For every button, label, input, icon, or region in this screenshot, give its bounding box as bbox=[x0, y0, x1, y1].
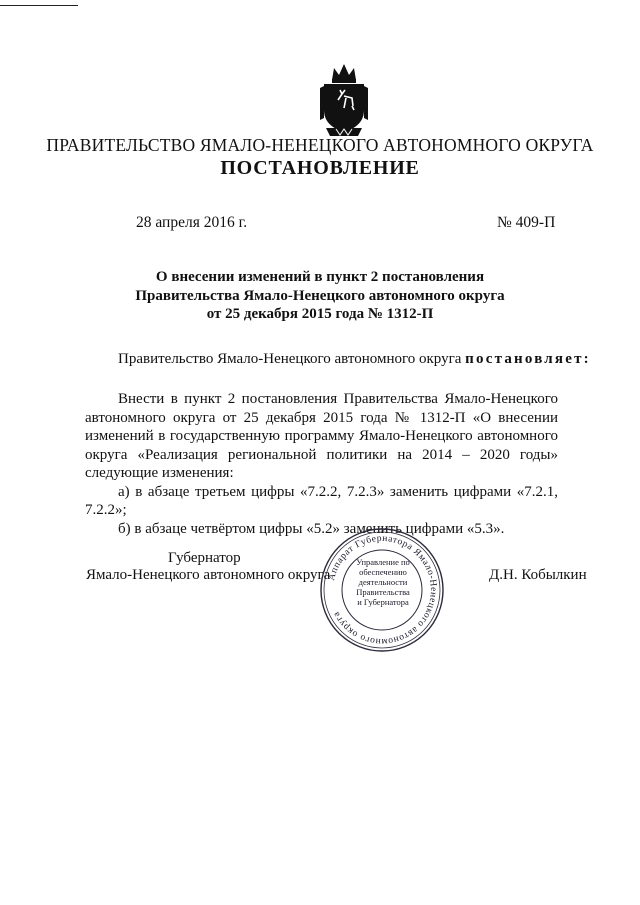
coat-of-arms-emblem bbox=[318, 60, 370, 138]
body-paragraph-intro: Внести в пункт 2 постановления Правительства Ямало-Ненецкого автономного округа от 25 декабря 2015 года № 1312-П «О внесении изменений в государственную программу Ямало-Ненецкого автономного округа «Реализация региональной политики на 2014 – 2020 годы» следующие изменения: bbox=[85, 391, 558, 481]
corner-rule bbox=[0, 5, 78, 6]
document-body bbox=[85, 390, 558, 538]
preamble bbox=[118, 351, 591, 368]
seal-center-text bbox=[350, 557, 416, 607]
signatory-name: Д.Н. Кобылкин bbox=[489, 567, 587, 583]
body-item-a: а) в абзаце третьем цифры «7.2.2, 7.2.3» заменить цифрами «7.2.1, 7.2.2»; bbox=[85, 483, 558, 518]
document-number: № 409-П bbox=[497, 214, 556, 231]
body-item-b: б) в абзаце четвёртом цифры «5.2» заменить цифрами «5.3». bbox=[118, 520, 505, 537]
signatory-region: Ямало-Ненецкого автономного округа bbox=[86, 567, 331, 583]
subject-line-1: О внесении изменений в пункт 2 постановления bbox=[155, 269, 485, 285]
seal-center-line-3: деятельности bbox=[358, 577, 408, 587]
document-type-title: ПОСТАНОВЛЕНИЕ bbox=[220, 157, 420, 179]
preamble-text: Правительство Ямало-Ненецкого автономного округа bbox=[118, 351, 462, 367]
seal-center-line-1: Управление по bbox=[356, 557, 410, 567]
preamble-verb: постановляет: bbox=[465, 351, 591, 367]
signatory-title: Губернатор bbox=[168, 550, 241, 566]
document-date: 28 апреля 2016 г. bbox=[136, 214, 248, 231]
organization-title: ПРАВИТЕЛЬСТВО ЯМАЛО-НЕНЕЦКОГО АВТОНОМНОГО ОКРУГА bbox=[46, 135, 594, 155]
seal-center-line-4: Правительства bbox=[356, 587, 410, 597]
seal-center-line-2: обеспечению bbox=[359, 567, 407, 577]
subject-line-2: Правительства Ямало-Ненецкого автономного округа bbox=[135, 287, 505, 304]
subject-line-3: от 25 декабря 2015 года № 1312-П bbox=[206, 306, 434, 322]
document-subject bbox=[0, 268, 640, 324]
seal-center-line-5: и Губернатора bbox=[357, 597, 409, 607]
seal-ring-text: Аппарат Губернатора Ямало-Ненецкого автономного округа bbox=[326, 533, 439, 647]
